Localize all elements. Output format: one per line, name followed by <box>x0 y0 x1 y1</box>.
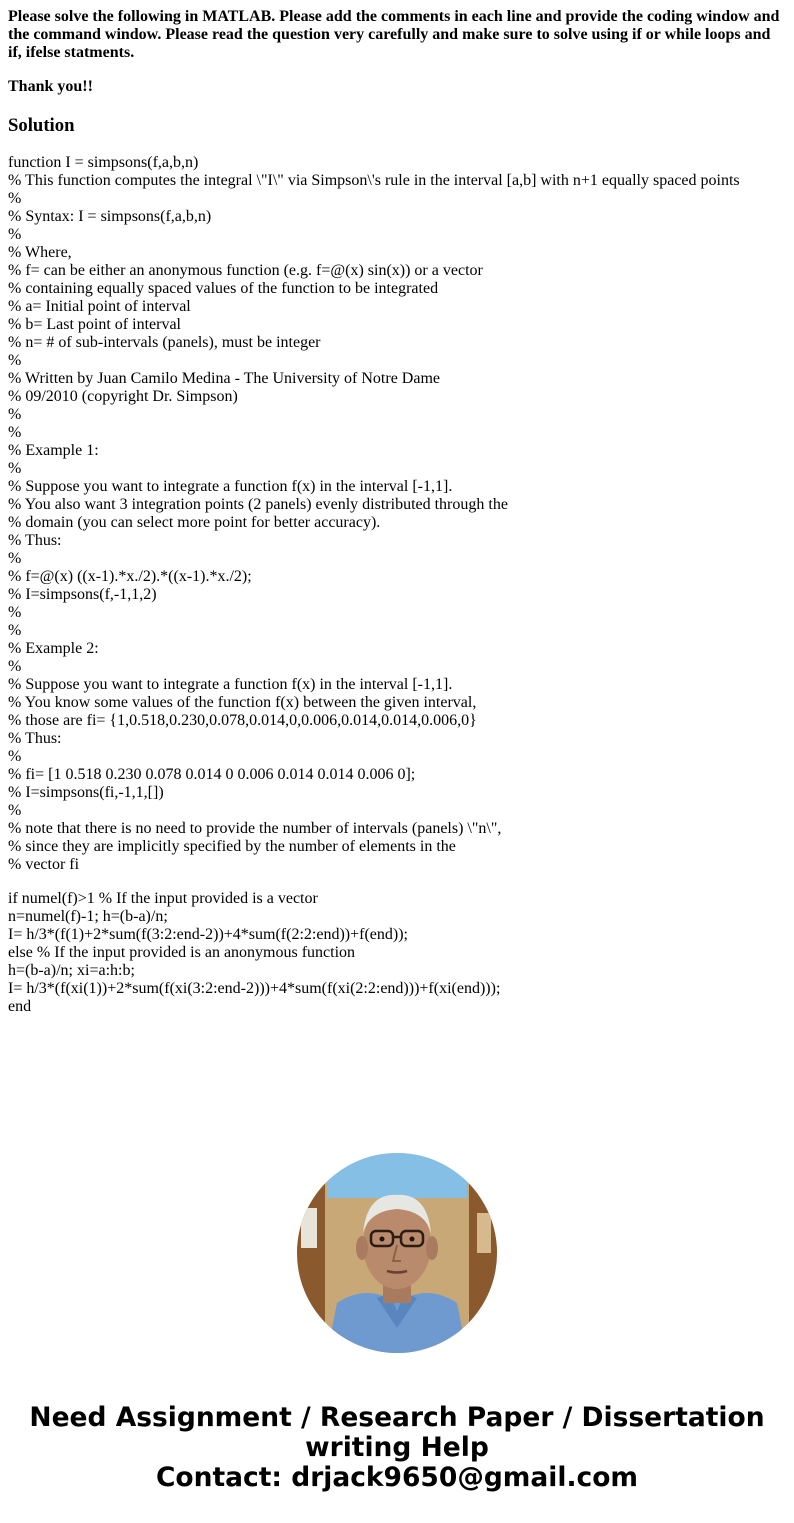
code-line: % those are fi= {1,0.518,0.230,0.078,0.014,0,0.006,0.014,0.014,0.006,0} <box>8 712 477 729</box>
code-line: % <box>8 226 22 243</box>
code-line: % <box>8 352 22 369</box>
photo-left-ear <box>356 1236 368 1260</box>
code-body-block <box>8 890 786 1016</box>
photo-sky-window <box>327 1153 467 1198</box>
author-avatar <box>297 1153 497 1353</box>
photo-right-ear <box>426 1236 438 1260</box>
code-comment-block <box>8 154 786 874</box>
code-line: I= h/3*(f(1)+2*sum(f(3:2:end-2))+4*sum(f(2:2:end))+f(end)); <box>8 926 408 943</box>
code-line: function I = simpsons(f,a,b,n) <box>8 154 199 171</box>
photo-left-frame <box>301 1208 317 1248</box>
code-line: % Where, <box>8 244 72 261</box>
code-line: % 09/2010 (copyright Dr. Simpson) <box>8 388 238 405</box>
code-line: % <box>8 658 22 675</box>
code-line: % You know some values of the function f(x) between the given interval, <box>8 694 477 711</box>
code-line: h=(b-a)/n; xi=a:h:b; <box>8 962 135 979</box>
code-line: % <box>8 604 22 621</box>
code-line: % <box>8 802 22 819</box>
footer-line-1: Need Assignment / Research Paper / Dissertation <box>29 1402 765 1433</box>
question-text: Please solve the following in MATLAB. Please add the comments in each line and provide the coding window and the command window. Please read the question very carefully and make sure to solve using if or while loops and if, ifelse statments. <box>8 8 780 61</box>
code-line: % f=@(x) ((x-1).*x./2).*((x-1).*x./2); <box>8 568 252 585</box>
code-line: % domain (you can select more point for better accuracy). <box>8 514 381 531</box>
photo-right-panel <box>469 1183 497 1353</box>
code-line: % <box>8 424 22 441</box>
code-line: % <box>8 748 22 765</box>
photo-right-frame <box>477 1213 491 1253</box>
code-line: % fi= [1 0.518 0.230 0.078 0.014 0 0.006 0.014 0.014 0.006 0]; <box>8 766 416 783</box>
code-line: % containing equally spaced values of the function to be integrated <box>8 280 439 297</box>
code-line: % a= Initial point of interval <box>8 298 191 315</box>
code-line: I= h/3*(f(xi(1))+2*sum(f(xi(3:2:end-2)))+4*sum(f(xi(2:2:end)))+f(xi(end))); <box>8 980 501 997</box>
code-line: if numel(f)>1 % If the input provided is a vector <box>8 890 318 907</box>
code-line: % Thus: <box>8 532 62 549</box>
code-line: % Suppose you want to integrate a function f(x) in the interval [-1,1]. <box>8 478 453 495</box>
photo-right-eye <box>410 1237 415 1242</box>
code-spacer <box>8 874 786 890</box>
footer-line-3: Contact: drjack9650@gmail.com <box>155 1462 639 1493</box>
code-line: % since they are implicitly specified by the number of elements in the <box>8 838 456 855</box>
code-line: % Example 2: <box>8 640 99 657</box>
code-line: % I=simpsons(f,-1,1,2) <box>8 586 157 603</box>
code-line: % note that there is no need to provide the number of intervals (panels) \"n\", <box>8 820 502 837</box>
code-line: % Example 1: <box>8 442 99 459</box>
person-photo-icon <box>297 1153 497 1353</box>
code-line: % <box>8 622 22 639</box>
photo-left-eye <box>380 1237 385 1242</box>
code-line: % Written by Juan Camilo Medina - The University of Notre Dame <box>8 370 440 387</box>
contact-footer <box>0 1403 794 1493</box>
solution-heading: Solution <box>8 115 75 136</box>
code-line: % I=simpsons(fi,-1,1,[]) <box>8 784 164 801</box>
code-line: % <box>8 460 22 477</box>
code-line: % <box>8 406 22 423</box>
code-line: else % If the input provided is an anonymous function <box>8 944 356 961</box>
document-content <box>8 0 786 1016</box>
thanks-text: Thank you!! <box>8 78 93 95</box>
code-line: % You also want 3 integration points (2 panels) evenly distributed through the <box>8 496 508 513</box>
code-line: end <box>8 998 32 1015</box>
code-line: n=numel(f)-1; h=(b-a)/n; <box>8 908 168 925</box>
code-line: % Suppose you want to integrate a function f(x) in the interval [-1,1]. <box>8 676 453 693</box>
code-line: % b= Last point of interval <box>8 316 181 333</box>
code-line: % <box>8 190 22 207</box>
code-line: % vector fi <box>8 856 80 873</box>
code-line: % Thus: <box>8 730 62 747</box>
code-line: % Syntax: I = simpsons(f,a,b,n) <box>8 208 212 225</box>
code-line: % <box>8 550 22 567</box>
footer-line-2: writing Help <box>305 1432 489 1463</box>
code-line: % This function computes the integral \"I\" via Simpson\'s rule in the interval [a,b] with n+1 equally spaced points <box>8 172 740 189</box>
code-line: % f= can be either an anonymous function (e.g. f=@(x) sin(x)) or a vector <box>8 262 483 279</box>
code-line: % n= # of sub-intervals (panels), must be integer <box>8 334 321 351</box>
